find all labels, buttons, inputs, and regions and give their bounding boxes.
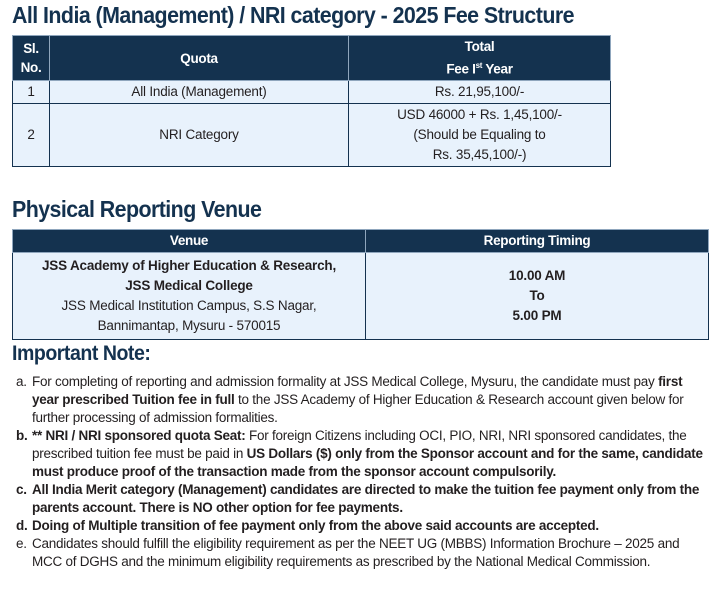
- header-quota: Quota: [50, 36, 349, 81]
- cell-quota: All India (Management): [50, 81, 349, 104]
- header-total-fee: Total Fee Ist Year: [349, 36, 611, 81]
- note-c: c. All India Merit category (Management) candidates are directed to make the tuition fee payment only from the parents account. There is NO other option for fee payments.: [16, 482, 700, 515]
- note-e: e. Candidates should fulfill the eligibility requirement as per the NEET UG (MBBS) Information Brochure – 2025 and MCC of DGHS and the minimum eligibility requirements as prescribed by the National Medical Commission.: [16, 536, 680, 569]
- venue-title: Physical Reporting Venue: [12, 196, 262, 222]
- table-row: [13, 253, 709, 340]
- cell-fee: USD 46000 + Rs. 1,45,100/- (Should be Equaling to Rs. 35,45,100/-): [349, 104, 611, 167]
- fee-structure-table: [12, 35, 611, 167]
- note-d: d. Doing of Multiple transition of fee payment only from the above said accounts are accepted.: [16, 518, 599, 533]
- header-sl-no: Sl. No.: [13, 36, 50, 81]
- table-header-row: [13, 230, 709, 253]
- important-note-title: Important Note:: [12, 342, 151, 365]
- cell-venue: JSS Academy of Higher Education & Research, JSS Medical College JSS Medical Institution Campus, S.S Nagar, Bannimantap, Mysuru - 570015: [13, 253, 366, 340]
- venue-table: [12, 229, 709, 340]
- note-b: b. ** NRI / NRI sponsored quota Seat: For foreign Citizens including OCI, PIO, NRI, NRI sponsored candidates, the prescribed tuition fee must be paid in US Dollars ($) only from the Sponsor account and for the same, candidate must produce proof of the transaction made from the sponsor account compulsorily.: [16, 428, 703, 479]
- cell-sl-no: 1: [13, 81, 50, 104]
- notes-list: [16, 373, 710, 571]
- cell-timing: 10.00 AM To 5.00 PM: [366, 253, 709, 340]
- cell-fee: Rs. 21,95,100/-: [349, 81, 611, 104]
- cell-sl-no: 2: [13, 104, 50, 167]
- header-venue: Venue: [13, 230, 366, 253]
- table-header-row: [13, 36, 611, 81]
- note-a: a. For completing of reporting and admission formality at JSS Medical College, Mysuru, the candidate must pay first year prescribed Tuition fee in full to the JSS Academy of Higher Education & Research account given below for further processing of admission formalities.: [16, 374, 684, 425]
- header-timing: Reporting Timing: [366, 230, 709, 253]
- fee-structure-title: All India (Management) / NRI category - 2025 Fee Structure: [12, 2, 574, 28]
- cell-quota: NRI Category: [50, 104, 349, 167]
- table-row: [13, 81, 611, 104]
- table-row: [13, 104, 611, 167]
